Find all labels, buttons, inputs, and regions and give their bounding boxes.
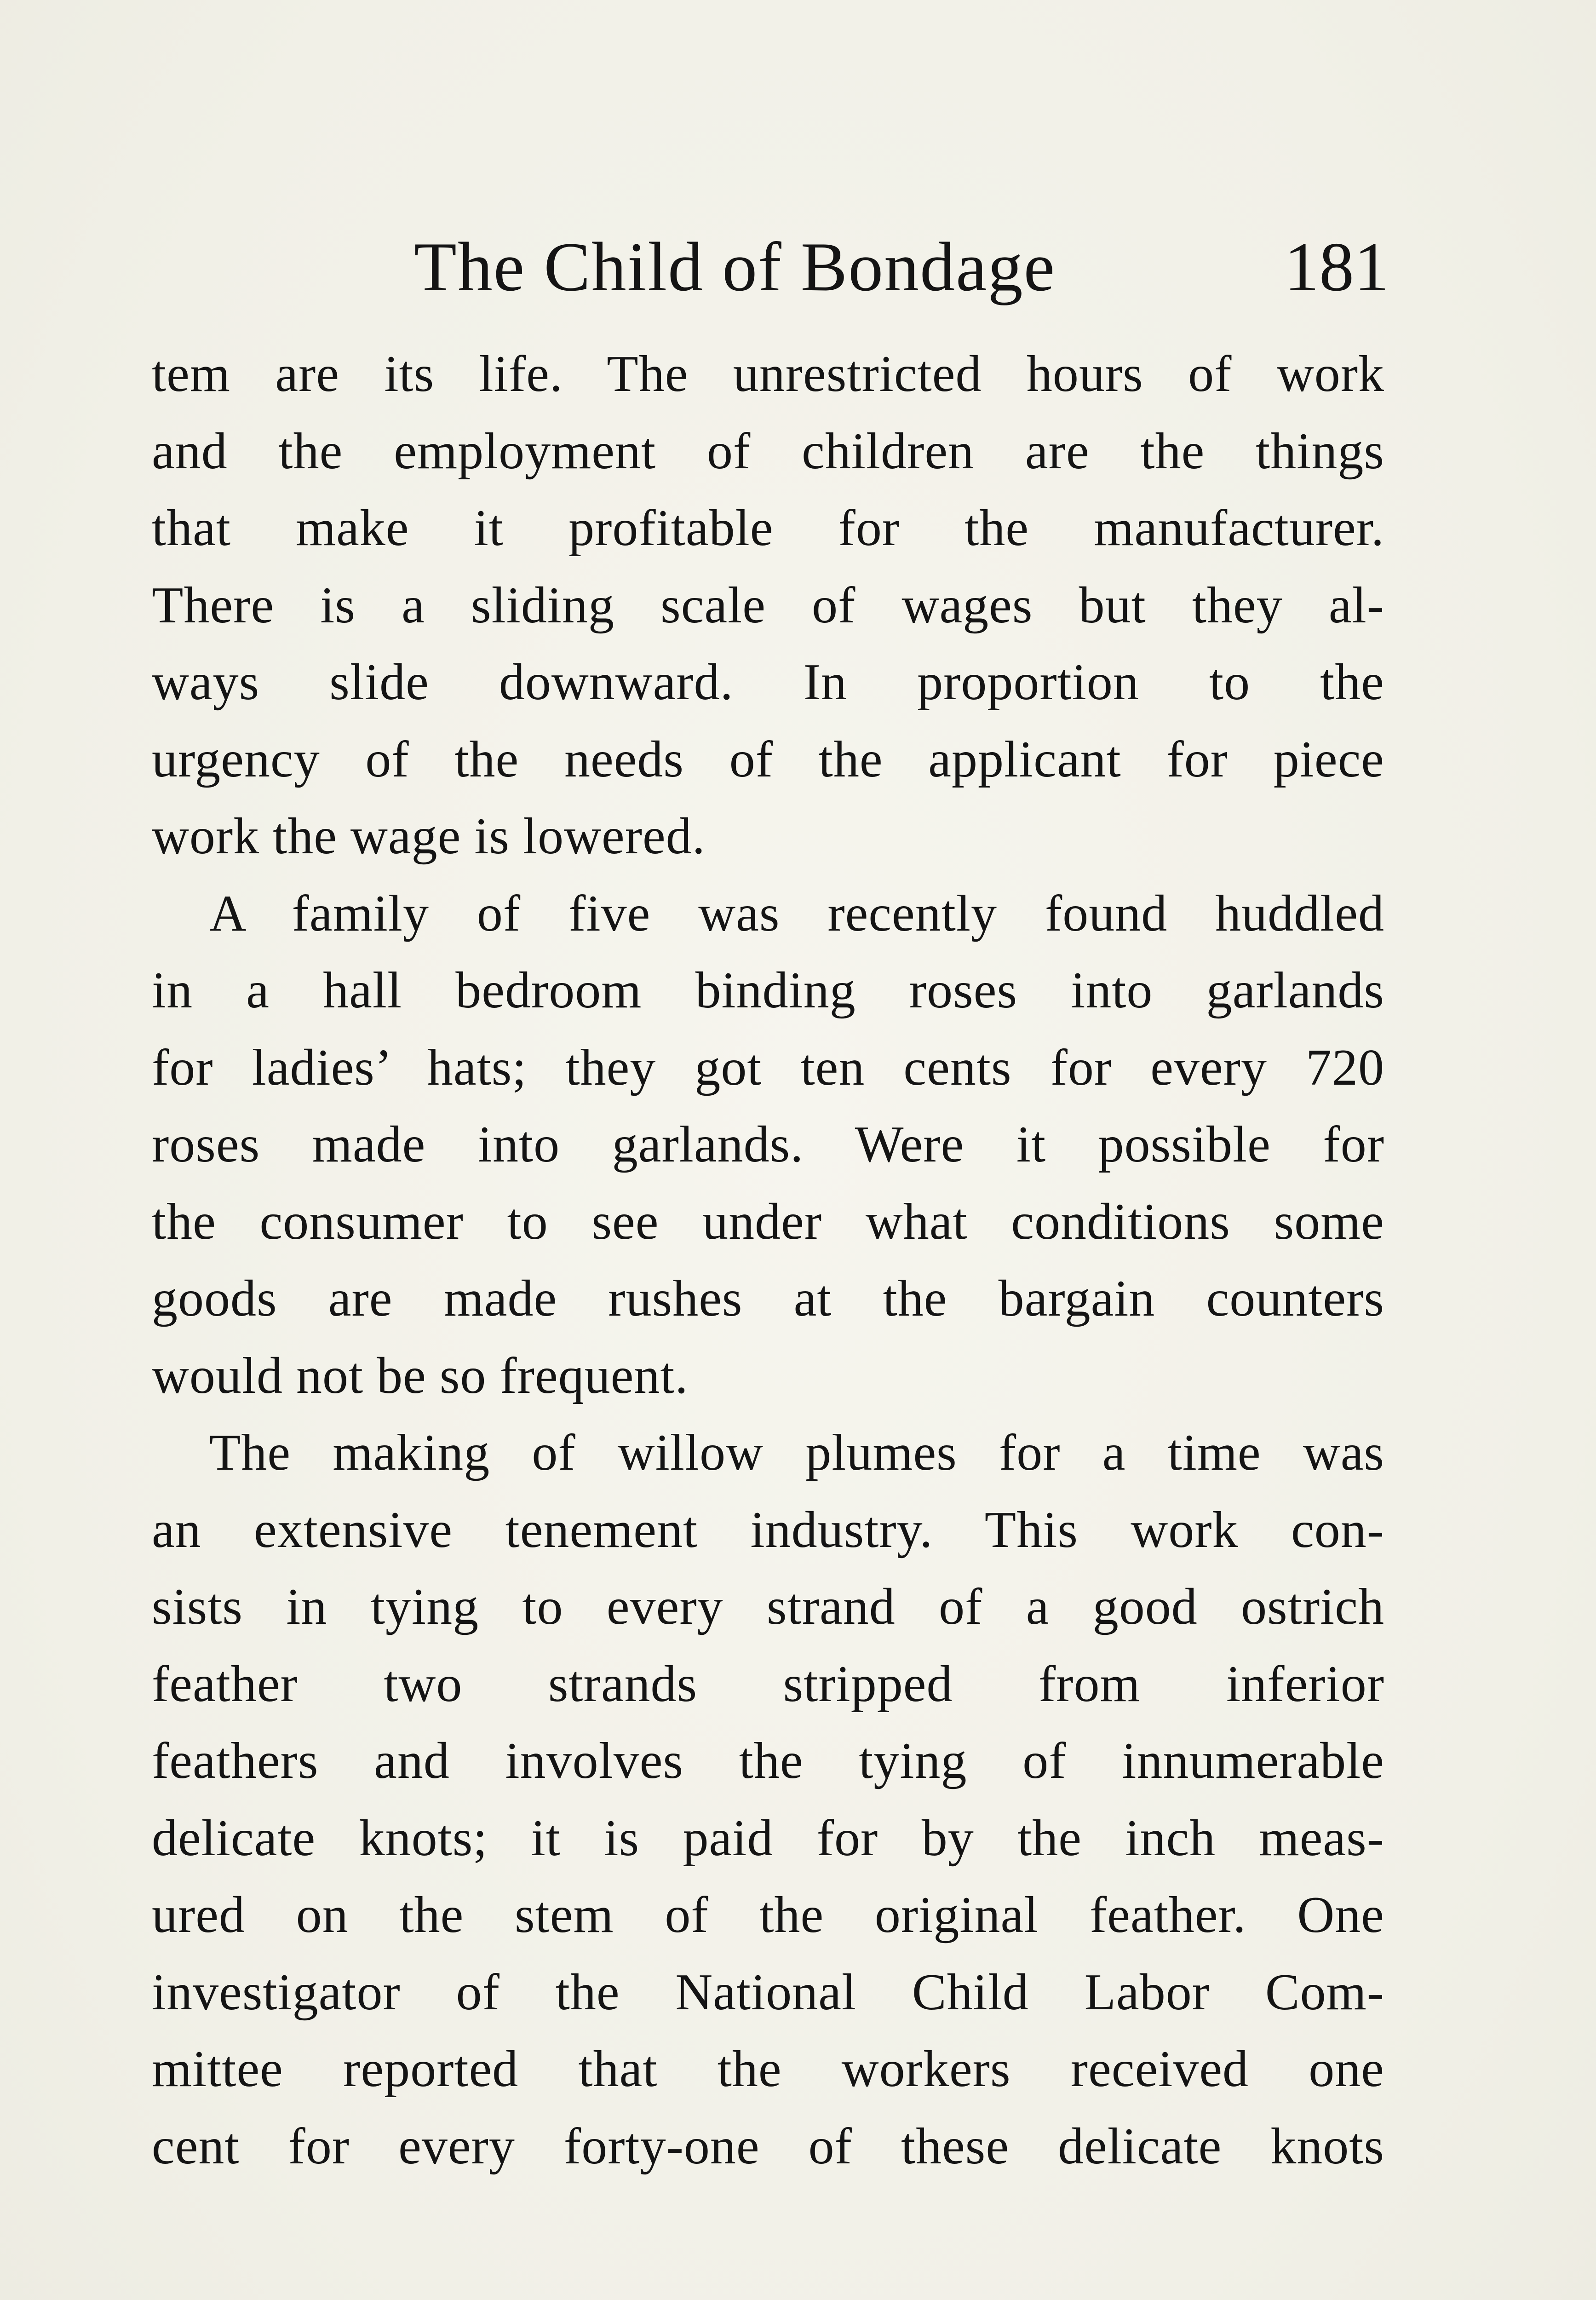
text-line: feathers and involves the tying of innumerable [152,1732,1384,1789]
text-line: urgency of the needs of the applicant for piece [152,730,1384,788]
page-number: 181 [1284,228,1389,305]
paragraph-start-line: The making of willow plumes for a time was [209,1424,1384,1481]
text-line: would not be so frequent. [152,1347,689,1404]
text-line: and the employment of children are the things [152,422,1384,480]
paragraph-start-line: A family of five was recently found huddled [209,885,1384,942]
text-line: ways slide downward. In proportion to the [152,654,1384,711]
text-line: investigator of the National Child Labor Com- [152,1963,1384,2021]
text-line: goods are made rushes at the bargain counters [152,1270,1384,1327]
text-line: in a hall bedroom binding roses into garlands [152,962,1384,1019]
running-title: The Child of Bondage [414,228,1056,305]
text-line: sists in tying to every strand of a good ostrich [152,1578,1384,1635]
text-line: tem are its life. The unrestricted hours of work [152,345,1384,402]
running-head [414,221,1389,313]
text-line: mittee reported that the workers received one [152,2041,1384,2098]
text-line: roses made into garlands. Were it possible for [152,1116,1384,1173]
text-line: cent for every forty-one of these delicate knots [152,2117,1384,2175]
text-line: feather two strands stripped from inferior [152,1655,1384,1713]
body-text [152,336,1384,2185]
text-line: delicate knots; it is paid for by the inch meas- [152,1809,1384,1867]
text-line: an extensive tenement industry. This work con- [152,1501,1384,1558]
text-line: There is a sliding scale of wages but they al- [152,576,1384,634]
text-line: work the wage is lowered. [152,808,706,865]
text-line: that make it profitable for the manufacturer. [152,500,1384,557]
text-line: ured on the stem of the original feather. One [152,1886,1384,1944]
text-line: for ladies’ hats; they got ten cents for every 720 [152,1039,1384,1096]
text-line: the consumer to see under what conditions some [152,1193,1384,1250]
